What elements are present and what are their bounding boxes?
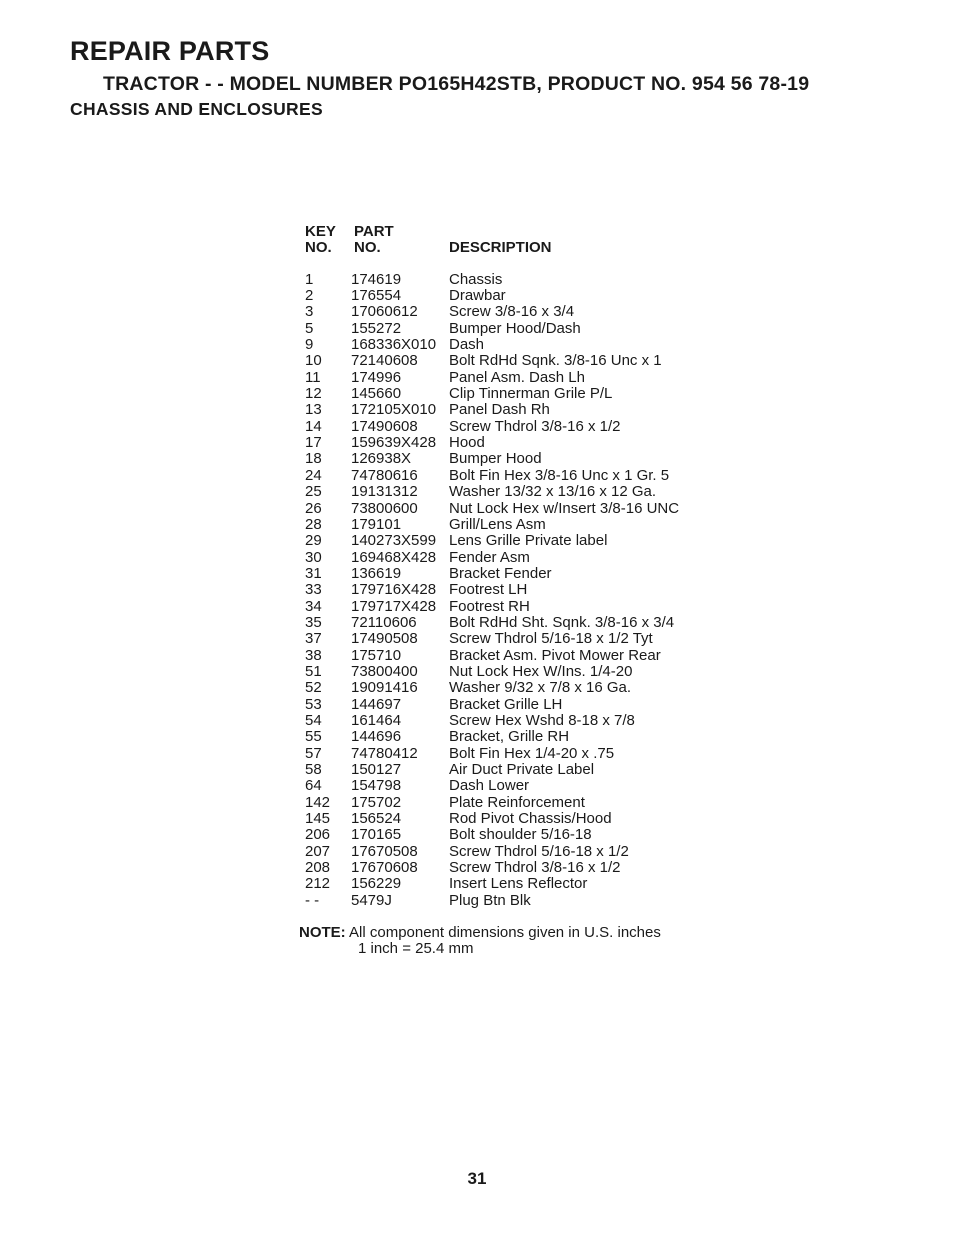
description-cell: Bolt RdHd Sqnk. 3/8-16 Unc x 1 xyxy=(449,352,662,370)
part-no-cell: 72140608 xyxy=(351,352,418,370)
part-no-cell: 17490608 xyxy=(351,417,418,435)
key-no-cell: 212 xyxy=(305,875,331,893)
description-cell: Dash xyxy=(449,336,485,354)
description-cell: Screw Thdrol 3/8-16 x 1/2 xyxy=(449,417,621,435)
part-no-cell: 19131312 xyxy=(351,483,418,501)
key-no-cell: 51 xyxy=(305,662,322,680)
table-row xyxy=(305,517,725,533)
part-header-line2: NO. xyxy=(354,239,381,257)
key-no-cell: 29 xyxy=(305,532,322,550)
key-no-cell: 31 xyxy=(305,564,322,582)
key-no-cell: 142 xyxy=(305,793,331,811)
description-cell: Bolt shoulder 5/16-18 xyxy=(449,826,592,844)
description-cell: Drawbar xyxy=(449,287,506,305)
description-cell: Bracket Grille LH xyxy=(449,695,563,713)
key-no-cell: 13 xyxy=(305,401,322,419)
table-row xyxy=(305,582,725,598)
description-cell: Panel Dash Rh xyxy=(449,401,550,419)
table-row xyxy=(305,566,725,582)
table-row xyxy=(305,337,725,353)
part-no-cell: 174619 xyxy=(351,270,402,288)
part-no-cell: 175710 xyxy=(351,646,402,664)
key-no-cell: 30 xyxy=(305,548,322,566)
table-row xyxy=(305,599,725,615)
part-no-cell: 73800400 xyxy=(351,662,418,680)
description-cell: Insert Lens Reflector xyxy=(449,875,588,893)
key-no-cell: 54 xyxy=(305,711,322,729)
key-no-cell: 25 xyxy=(305,483,322,501)
key-no-cell: 10 xyxy=(305,352,322,370)
key-no-cell: - - xyxy=(305,891,320,909)
model-subtitle: TRACTOR - - MODEL NUMBER PO165H42STB, PRODUCT NO. 954 56 78-19 xyxy=(103,73,810,95)
key-no-cell: 33 xyxy=(305,581,322,599)
description-cell: Bolt Fin Hex 1/4-20 x .75 xyxy=(449,744,615,762)
key-no-cell: 12 xyxy=(305,385,322,403)
parts-table xyxy=(305,224,725,909)
part-no-cell: 126938X xyxy=(351,450,412,468)
description-cell: Screw Hex Wshd 8-18 x 7/8 xyxy=(449,711,635,729)
part-no-cell: 168336X010 xyxy=(351,336,437,354)
key-no-cell: 9 xyxy=(305,336,314,354)
table-row xyxy=(305,795,725,811)
table-row xyxy=(305,778,725,794)
table-row xyxy=(305,321,725,337)
description-cell: Plug Btn Blk xyxy=(449,891,531,909)
description-cell: Lens Grille Private label xyxy=(449,532,608,550)
key-no-cell: 24 xyxy=(305,466,322,484)
table-row xyxy=(305,435,725,451)
part-no-cell: 175702 xyxy=(351,793,402,811)
note-line2: 1 inch = 25.4 mm xyxy=(358,940,474,957)
table-row xyxy=(305,762,725,778)
description-cell: Bolt RdHd Sht. Sqnk. 3/8-16 x 3/4 xyxy=(449,613,675,631)
table-row xyxy=(305,631,725,647)
table-row xyxy=(305,386,725,402)
table-row xyxy=(305,615,725,631)
part-no-cell: 176554 xyxy=(351,287,402,305)
key-no-cell: 34 xyxy=(305,597,322,615)
table-row xyxy=(305,860,725,876)
part-no-cell: 17060612 xyxy=(351,303,418,321)
page-title: REPAIR PARTS xyxy=(70,36,270,66)
section-title: CHASSIS AND ENCLOSURES xyxy=(70,99,323,119)
key-no-cell: 55 xyxy=(305,728,322,746)
part-no-cell: 161464 xyxy=(351,711,402,729)
table-row xyxy=(305,697,725,713)
description-cell: Bracket, Grille RH xyxy=(449,728,570,746)
table-row xyxy=(305,811,725,827)
part-no-cell: 17490508 xyxy=(351,630,418,648)
description-cell: Air Duct Private Label xyxy=(449,761,595,778)
table-row xyxy=(305,648,725,664)
table-row xyxy=(305,533,725,549)
table-row xyxy=(305,370,725,386)
part-no-cell: 5479J xyxy=(351,891,392,909)
part-no-cell: 144696 xyxy=(351,728,402,746)
description-cell: Washer 9/32 x 7/8 x 16 Ga. xyxy=(449,679,632,697)
table-row xyxy=(305,419,725,435)
key-no-cell: 145 xyxy=(305,810,331,828)
table-row xyxy=(305,876,725,892)
description-cell: Panel Asm. Dash Lh xyxy=(449,368,585,386)
table-row xyxy=(305,746,725,762)
key-no-cell: 38 xyxy=(305,646,322,664)
description-header xyxy=(449,224,552,257)
part-no-cell: 73800600 xyxy=(351,499,418,517)
part-no-cell: 154798 xyxy=(351,777,402,795)
key-no-cell: 207 xyxy=(305,842,331,860)
key-no-cell: 28 xyxy=(305,515,322,533)
table-row xyxy=(305,272,725,288)
description-header-label: DESCRIPTION xyxy=(449,239,552,257)
key-no-cell: 26 xyxy=(305,499,322,517)
note-line1: All component dimensions given in U.S. inches xyxy=(349,924,661,941)
table-row xyxy=(305,827,725,843)
key-no-cell: 17 xyxy=(305,434,322,452)
part-no-cell: 74780616 xyxy=(351,466,418,484)
description-cell: Nut Lock Hex w/Insert 3/8-16 UNC xyxy=(449,499,680,517)
key-no-header xyxy=(305,224,354,257)
description-cell: Nut Lock Hex W/Ins. 1/4-20 xyxy=(449,662,633,680)
key-no-cell: 11 xyxy=(305,368,321,386)
part-no-cell: 169468X428 xyxy=(351,548,437,566)
part-no-header xyxy=(354,224,449,257)
description-cell: Footrest RH xyxy=(449,597,530,615)
description-cell: Bolt Fin Hex 3/8-16 Unc x 1 Gr. 5 xyxy=(449,466,670,484)
key-no-cell: 37 xyxy=(305,630,322,648)
part-no-cell: 74780412 xyxy=(351,744,418,762)
part-no-cell: 159639X428 xyxy=(351,434,437,452)
description-cell: Bracket Asm. Pivot Mower Rear xyxy=(449,646,661,664)
table-row xyxy=(305,664,725,680)
part-no-cell: 156524 xyxy=(351,810,402,828)
part-no-cell: 140273X599 xyxy=(351,532,437,550)
key-no-cell: 52 xyxy=(305,679,322,697)
part-no-cell: 172105X010 xyxy=(351,401,437,419)
description-cell: Washer 13/32 x 13/16 x 12 Ga. xyxy=(449,483,657,501)
description-cell: Screw Thdrol 5/16-18 x 1/2 xyxy=(449,842,629,860)
table-header xyxy=(305,224,725,257)
table-row xyxy=(305,402,725,418)
table-row xyxy=(305,288,725,304)
table-row xyxy=(305,353,725,369)
key-no-cell: 206 xyxy=(305,826,331,844)
description-cell: Footrest LH xyxy=(449,581,528,599)
key-no-cell: 3 xyxy=(305,303,314,321)
table-row xyxy=(305,451,725,467)
table-row xyxy=(305,680,725,696)
table-row xyxy=(305,304,725,320)
table-row xyxy=(305,468,725,484)
note-label: NOTE: xyxy=(299,924,346,941)
part-header-line1: PART xyxy=(354,223,394,240)
part-no-cell: 179101 xyxy=(351,515,402,533)
part-no-cell: 19091416 xyxy=(351,679,418,697)
part-no-cell: 155272 xyxy=(351,319,402,337)
table-row xyxy=(305,844,725,860)
description-cell: Clip Tinnerman Grile P/L xyxy=(449,385,613,403)
table-row xyxy=(305,893,725,909)
key-no-cell: 53 xyxy=(305,695,322,713)
part-no-cell: 174996 xyxy=(351,368,402,386)
part-no-cell: 150127 xyxy=(351,761,402,778)
part-no-cell: 156229 xyxy=(351,875,402,893)
part-no-cell: 145660 xyxy=(351,385,402,403)
table-row xyxy=(305,550,725,566)
part-no-cell: 179716X428 xyxy=(351,581,437,599)
part-no-cell: 17670608 xyxy=(351,859,418,877)
part-no-cell: 17670508 xyxy=(351,842,418,860)
description-cell: Hood xyxy=(449,434,485,452)
key-no-cell: 14 xyxy=(305,417,322,435)
description-cell: Rod Pivot Chassis/Hood xyxy=(449,810,612,828)
key-header-line2: NO. xyxy=(305,239,332,257)
key-no-cell: 58 xyxy=(305,761,322,778)
table-row xyxy=(305,501,725,517)
description-cell: Chassis xyxy=(449,270,503,288)
description-cell: Fender Asm xyxy=(449,548,530,566)
key-no-cell: 2 xyxy=(305,287,314,305)
key-no-cell: 64 xyxy=(305,777,322,795)
description-cell: Bracket Fender xyxy=(449,564,552,582)
table-row xyxy=(305,729,725,745)
description-cell: Screw 3/8-16 x 3/4 xyxy=(449,303,575,321)
table-body xyxy=(305,272,725,909)
description-cell: Dash Lower xyxy=(449,777,530,795)
part-no-cell: 136619 xyxy=(351,564,402,582)
description-cell: Screw Thdrol 3/8-16 x 1/2 xyxy=(449,859,621,877)
key-no-cell: 208 xyxy=(305,859,331,877)
description-cell: Grill/Lens Asm xyxy=(449,515,546,533)
description-cell: Bumper Hood/Dash xyxy=(449,319,581,337)
key-no-cell: 1 xyxy=(305,270,314,288)
key-header-line1: KEY xyxy=(305,223,336,240)
description-cell: Plate Reinforcement xyxy=(449,793,585,811)
key-no-cell: 18 xyxy=(305,450,322,468)
key-no-cell: 57 xyxy=(305,744,322,762)
key-no-cell: 35 xyxy=(305,613,322,631)
key-no-cell: 5 xyxy=(305,319,314,337)
part-no-cell: 72110606 xyxy=(351,613,417,631)
part-no-cell: 170165 xyxy=(351,826,402,844)
table-row xyxy=(305,484,725,500)
table-row xyxy=(305,713,725,729)
part-no-cell: 144697 xyxy=(351,695,402,713)
description-cell: Screw Thdrol 5/16-18 x 1/2 Tyt xyxy=(449,630,653,648)
part-no-cell: 179717X428 xyxy=(351,597,437,615)
page-number: 31 xyxy=(467,1169,487,1188)
note xyxy=(299,925,661,957)
description-cell: Bumper Hood xyxy=(449,450,542,468)
